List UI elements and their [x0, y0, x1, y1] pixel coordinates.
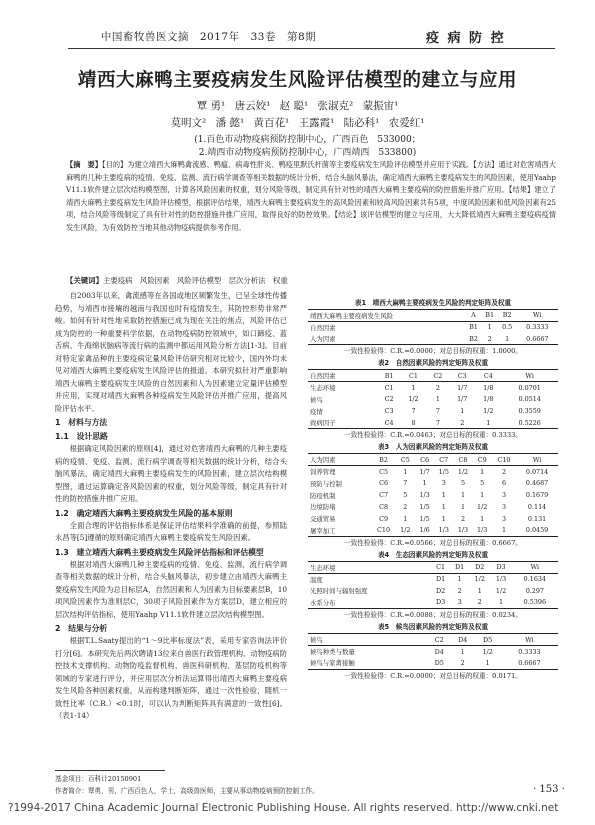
- table-header-cell: B1: [384, 371, 394, 380]
- table-cell: 2: [460, 658, 465, 667]
- table-cell: 边境防堵: [310, 503, 336, 512]
- table-cell: C7: [379, 491, 389, 500]
- table-row: [308, 393, 558, 405]
- table-row: [308, 466, 558, 478]
- table-cell: 0.297: [525, 586, 544, 595]
- table-cell: 水系分布: [310, 598, 336, 607]
- table-cell: 2: [487, 334, 492, 343]
- consistency-check: 一致性检验得：C.R.=0.0000；对总目标的权重：1.0000。: [344, 347, 522, 356]
- weight-matrix-table: [308, 453, 558, 537]
- table-cell: 3: [501, 502, 507, 511]
- consistency-check: 一致性检验得：C.R.=0.0566；对总目标的权重：0.6667。: [344, 538, 522, 547]
- table-cell: 候鸟: [310, 395, 323, 404]
- table-cell: 0.0714: [525, 467, 549, 476]
- table-cell: 屠宰加工: [310, 526, 336, 535]
- table-caption: 表4 生态因素风险的判定矩阵及权重: [377, 550, 489, 559]
- table-cell: 1/2: [457, 467, 469, 476]
- table-header-row: [308, 634, 558, 646]
- table-cell: 1/7: [457, 383, 468, 392]
- author: 莫明文²: [170, 117, 207, 129]
- table-cell: 2: [501, 467, 507, 476]
- keywords-text: 主要疫病 风险因素 风险评估模型 层次分析法 权重: [102, 276, 288, 285]
- table-header-cell: Wi: [532, 455, 542, 464]
- subsection-heading: 1.3 建立靖西大麻鸭主要疫病发生风险评估指标和评估模型: [55, 547, 264, 557]
- table-cell: C5: [379, 467, 389, 476]
- author: 潘 懿¹: [215, 117, 245, 129]
- table-cell: 1: [441, 491, 446, 500]
- author: 唐云姣¹: [234, 100, 271, 112]
- subsection-heading: 1.1 设计思路: [55, 432, 108, 441]
- table-cell: 1: [487, 323, 492, 332]
- table-header-cell: 人为因素: [310, 456, 336, 465]
- table-cell: 1/2: [408, 395, 419, 404]
- table-cell: 0.131: [527, 514, 547, 523]
- abstract: [66, 159, 556, 235]
- table-header-cell: C1: [436, 563, 446, 572]
- table-cell: 0.0459: [525, 526, 549, 535]
- table-row: [308, 645, 558, 657]
- table-row: [308, 321, 558, 333]
- table-cell: 人为因素: [310, 335, 336, 344]
- table-cell: 1: [480, 514, 485, 523]
- table-header-cell: C7: [439, 455, 449, 464]
- table-header-cell: B2: [379, 455, 388, 464]
- table-cell: 5: [403, 491, 408, 500]
- table-cell: D4: [434, 647, 444, 656]
- table-cell: C4: [384, 418, 394, 427]
- table-caption: 表1 靖西大麻鸭主要疫病发生风险的判定矩阵及权重: [354, 299, 512, 307]
- author: 农爱红¹: [388, 117, 425, 129]
- table-cell: 1: [485, 658, 490, 667]
- page-number: · 153 ·: [533, 784, 565, 795]
- table-cell: 自然因素: [310, 323, 336, 332]
- table-cell: 1/2: [400, 526, 411, 535]
- table-cell: 1: [505, 334, 510, 343]
- table-cell: D3: [435, 598, 446, 607]
- table-cell: 交通贸易: [310, 515, 336, 524]
- table-cell: 候鸟与家禽接触: [310, 659, 355, 668]
- consistency-check: 一致性检验得：C.R.=0.0000；对总目标的权重：0.0171。: [344, 671, 522, 680]
- author: 覃 勇¹: [196, 100, 226, 112]
- table-header-cell: B2: [502, 311, 512, 320]
- table-header-cell: Wi: [525, 635, 534, 644]
- table-header-cell: Wi: [530, 563, 540, 572]
- table-header-cell: C3: [457, 371, 467, 380]
- table-header-cell: C4: [483, 371, 493, 380]
- table-cell: 2: [457, 586, 462, 595]
- table-cell: 2: [477, 598, 482, 607]
- header-rule: [68, 48, 555, 49]
- tables-column: [308, 298, 558, 683]
- table-cell: 3: [501, 514, 507, 523]
- table-cell: C8: [379, 502, 389, 511]
- table-cell: 3: [441, 479, 446, 488]
- table-cell: 1/3: [477, 526, 488, 535]
- table-cell: 0.3333: [526, 323, 549, 332]
- consistency-check: 一致性检验得：C.R.=0.0088；对总目标的权重：0.0234。: [344, 611, 522, 620]
- table-header-cell: C8: [458, 455, 468, 464]
- table-header-cell: 自然因素: [310, 372, 336, 381]
- copyright-notice: ?1994-2017 China Academic Journal Electronic Publishing House. All rights reserved. http://www.cnki.net: [8, 802, 559, 814]
- table-header-cell: 候鸟: [310, 636, 323, 645]
- keywords: [66, 275, 556, 286]
- paragraph: 根据T.L.Saaty提出的“1～9比率标度法”表，采用专家咨询法评价打分[6]。本研究先后两次聘请13位来自兽医行政管理机构、动物疫病防控技术支撑机构、动物防疫监督机构、兽医科研机构、基层防疫机构等领域的专家进行评分，并应用层次分析法运算得出靖西大麻鸭主要疫病发生风险各种因素权重，从而构建判断矩阵，通过一次性检验，随机一致性比率（C.R.）<0.1时，可以认为判断矩阵具有满意的一致性[6]。（表1-14）: [55, 636, 287, 720]
- author: 赵 聪¹: [279, 100, 309, 112]
- table-cell: 1/5: [419, 502, 430, 511]
- intro-paragraph: 自2003年以来，禽流感等在各国或地区频繁发生，已呈全球性传播趋势，与靖西市接壤的越南与我国也时有疫情发生，其防控形势非常严峻。如何有针对性地采取防控措施已成为现在关注的焦点，风险评估已成为防控的一种重要科学依据，在动物疫病防控领域中，如口蹄疫、蓝舌病、牛海绵状脑病等流行病的监测中都运用风险分析方法[1-3]。目前对特定家禽品种的主要疫病定量风险评估研究相对比较少，国内外均未见对靖西大麻鸭主要疫病发生风险评估的报道。本研究拟针对严重影响靖西大麻鸭主要疫病发生风险的自然因素和人为因素建立定量评估模型并应用，实现对靖西大麻鸭各种疫病发生风险评估并推广应用，提高风险评估水平。: [55, 291, 287, 413]
- table-cell: 0.1679: [525, 491, 549, 500]
- paragraph: 根据对靖西大麻鸭几种主要疫病的疫情、免疫、监测、流行病学调查等相关数据的统计分析，结合头脑风暴法，初步建立由靖西大麻鸭主要疫病发生风险为总目标层A，自然因素和人为因素为目标要素层B，10项风险因素作为准则层C，30项子风险因素作为方案层D，建立相应的层次结构评估指标，使用Yaahp V11.1软件建立层次结构模型图。: [55, 559, 287, 619]
- table-header-cell: C2: [433, 371, 443, 380]
- authors-line-1: [120, 98, 475, 114]
- paragraph: 根据确定风险因素的原则[4]，通过对危害靖西大麻鸭的几种主要疫病的疫情、免疫、监测、流行病学调查等相关数据的统计分析，结合头脑风暴法，确定靖西大麻鸭主要疫病发生的风险因素，建立层次结构模型图，通过运算确定各风险因素的权重，划分风险等级，制定具有针对性的防控措施并推广应用。: [55, 444, 287, 503]
- table-row: [308, 513, 558, 525]
- table-cell: 1: [441, 502, 446, 511]
- table-header-cell: C9: [477, 455, 487, 464]
- table-cell: 0.6667: [518, 658, 541, 667]
- table-row: [308, 417, 558, 429]
- table-cell: 1/3: [457, 526, 469, 535]
- table-cell: 1/3: [419, 491, 430, 500]
- table-cell: 1/8: [483, 395, 494, 404]
- table-cell: 7: [411, 407, 416, 416]
- table-row: [308, 525, 558, 537]
- table-cell: 1: [411, 383, 416, 392]
- table-cell: 候鸟种类与数量: [310, 648, 355, 657]
- table-row: [308, 657, 558, 669]
- section-heading: 2 结果与分析: [55, 624, 108, 633]
- table-cell: C9: [379, 514, 389, 523]
- table-cell: B1: [469, 323, 478, 332]
- table-cell: 2: [460, 418, 465, 427]
- table-header-row: [308, 454, 558, 466]
- table-header-cell: D5: [483, 635, 493, 644]
- table-cell: 7: [435, 407, 440, 416]
- table-caption: 表5 候鸟因素风险的判定矩阵及权重: [377, 623, 489, 632]
- abstract-label: 【摘 要】: [66, 160, 103, 169]
- table-header-cell: D4: [458, 635, 468, 644]
- table-cell: 饲养管理: [310, 468, 336, 477]
- table-cell: 2: [403, 502, 408, 511]
- table-cell: 1: [403, 467, 408, 476]
- section-heading: 1 材料与方法: [55, 418, 108, 427]
- table-cell: 0.114: [527, 502, 547, 511]
- table-row: [308, 585, 558, 597]
- author: 张淑克²: [317, 100, 354, 112]
- table-cell: 1: [457, 575, 462, 584]
- table-row: [308, 477, 558, 489]
- table-cell: 1: [403, 514, 408, 523]
- weight-matrix-table: [308, 309, 558, 345]
- table-header-cell: C2: [434, 635, 444, 644]
- weight-matrix-table: [308, 369, 558, 429]
- table-header-cell: D2: [475, 563, 485, 572]
- author: 王露霞¹: [298, 117, 335, 129]
- table-header-cell: C6: [420, 455, 430, 464]
- table-header-cell: 靖西大麻鸭主要疫病发生风险: [310, 311, 394, 320]
- table-cell: 1: [460, 502, 466, 511]
- footnote-rule: [55, 770, 165, 771]
- table-cell: 5: [460, 479, 466, 488]
- table-cell: 0.3333: [518, 647, 541, 656]
- table-cell: 1/3: [438, 526, 449, 535]
- table-header-cell: C1: [409, 371, 418, 380]
- column-label: 疫 病 防 控: [426, 31, 506, 46]
- table-cell: C2: [384, 395, 394, 404]
- table-cell: 0.0514: [518, 395, 541, 404]
- table-row: [308, 405, 558, 417]
- weight-matrix-table: [308, 561, 558, 609]
- table-cell: 1: [477, 586, 482, 595]
- table-cell: 2: [435, 383, 440, 392]
- table-cell: 0.5396: [523, 598, 547, 607]
- table-header-cell: C5: [400, 455, 410, 464]
- table-cell: 8: [411, 418, 416, 427]
- table-cell: 1/2: [483, 407, 494, 416]
- table-cell: 0.0701: [518, 383, 541, 392]
- table-row: [308, 333, 558, 345]
- author: 蒙振宙¹: [362, 100, 399, 112]
- table-cell: 1/7: [457, 395, 468, 404]
- table-row: [308, 573, 558, 585]
- table-header-row: [308, 310, 558, 322]
- table-cell: 0.4687: [525, 479, 549, 488]
- table-cell: 1: [480, 491, 485, 500]
- table-cell: 6: [501, 479, 507, 488]
- table-cell: 3: [501, 491, 507, 500]
- body-left-column: [55, 290, 287, 723]
- author: 黄百花¹: [253, 117, 290, 129]
- affiliation-1: (1.百色市动物疫病预防控制中心，广西百色 533000；: [194, 135, 421, 145]
- subsection-heading: 1.2 确定靖西大麻鸭主要疫病发生风险的基本原则: [55, 508, 233, 518]
- weight-matrix-table: [308, 633, 558, 669]
- paragraph: 全面合理的评估指标体系是保证评估结果科学准确的前提，参照陆永昌等[5]遵循的原则确定靖西大麻鸭主要疫病发生风险因素。: [55, 520, 287, 542]
- table-cell: D2: [435, 586, 446, 595]
- table-cell: 预防与控制: [310, 479, 342, 488]
- table-cell: 防疫机制: [310, 491, 336, 500]
- table-header-cell: Wi: [525, 371, 534, 380]
- table-header-cell: B1: [485, 311, 495, 320]
- table-cell: 1: [501, 526, 507, 535]
- author: 陆必科¹: [343, 117, 380, 129]
- table-cell: 1/5: [438, 467, 449, 476]
- table-row: [308, 501, 558, 513]
- table-cell: 1/2: [495, 586, 507, 595]
- table-header-cell: D3: [496, 563, 506, 572]
- table-cell: 1: [460, 407, 465, 416]
- table-cell: 1/2: [474, 575, 485, 584]
- table-cell: 生态环境: [310, 384, 336, 393]
- paper-title: 靖西大麻鸭主要疫病发生风险评估模型的建立与应用: [77, 70, 518, 91]
- table-cell: 光照时间与辐射强度: [310, 587, 368, 596]
- table-header-cell: 生态环境: [310, 563, 336, 572]
- table-row: [308, 489, 558, 501]
- table-cell: 1: [435, 395, 440, 404]
- table-cell: D1: [435, 575, 446, 584]
- table-cell: 致病因子: [310, 419, 336, 428]
- authors-line-2: [90, 115, 505, 131]
- table-cell: 0.3559: [518, 407, 541, 416]
- table-cell: 1: [499, 598, 504, 607]
- table-cell: 1/8: [483, 383, 494, 392]
- table-cell: 1/2: [482, 647, 493, 656]
- table-caption: 表3 人为因素风险的判定矩阵及权重: [377, 443, 489, 452]
- table-cell: 3: [457, 598, 462, 607]
- table-cell: 1: [460, 647, 465, 656]
- journal-header: 中国畜牧兽医文摘 2017年 33卷 第8期: [100, 31, 317, 43]
- footnote-funding: 基金项目：百科计20150901: [55, 775, 142, 783]
- table-cell: C6: [379, 479, 389, 488]
- table-header-row: [308, 561, 558, 573]
- table-cell: 0.5226: [518, 418, 541, 427]
- abstract-text: 【目的】为建立靖西大麻鸭禽流感、鸭瘟、病毒性肝炎、鸭疫里默氏杆菌等主要疫病发生风险评估模型并应用于实践。【方法】通过对危害靖西大麻鸭的几种主要疫病的疫情、免疫、监测、流行病学调查等相关数据的统计分析，结合头脑风暴法，确定靖西大麻鸭主要疫病发生的风险因素，使用Yaahp V11.1软件建立层次结构模型图，计算各风险因素的权重，划分风险等级，制定具有针对性的靖西大麻鸭主要疫病的防控措施并推广应用。【结果】建立了靖西大麻鸭主要疫病发生风险评估模型，根据评估结果，靖西大麻鸭主要疫病发生的高风险因素和较高风险因素共有5项，中度风险因素和低风险因素有25项，结合风险等级制定了具有针对性的防控措施并推广应用，取得良好的防控效果。【结论】该评估模型的建立与应用，大大降低靖西大麻鸭主要疫病疫情发生风险，为有效防控当地其他动物疫病提供参考作用。: [66, 160, 556, 232]
- table-cell: B2: [469, 334, 478, 343]
- table-cell: 2: [460, 514, 466, 523]
- table-cell: 1/3: [495, 575, 507, 584]
- table-cell: 1: [441, 514, 446, 523]
- affiliation-2: 2.靖西市动物疫病预防控制中心，广西靖西 533800): [198, 148, 417, 158]
- footnote-author: 作者简介：覃勇，男，广西百色人，学士，高级兽医师，主要从事动物疫病预防控制工作。: [55, 787, 319, 795]
- table-cell: 温度: [310, 575, 323, 584]
- table-row: [308, 382, 558, 394]
- table-cell: 1: [486, 418, 491, 427]
- table-cell: 7: [403, 479, 408, 488]
- table-header-cell: A: [471, 311, 476, 320]
- table-cell: C3: [384, 407, 394, 416]
- table-cell: 0.1634: [523, 575, 547, 584]
- table-header-row: [308, 370, 558, 382]
- table-row: [308, 597, 558, 609]
- table-cell: 1/7: [419, 467, 430, 476]
- table-cell: 0.5: [502, 323, 513, 332]
- consistency-check: 一致性检验得：C.R.=0.0463；对总目标的权重：0.3333。: [344, 431, 522, 440]
- table-cell: 疫情: [310, 407, 323, 416]
- table-caption: 表2 自然因素风险的判定矩阵及权重: [377, 359, 489, 368]
- table-cell: 0.6667: [526, 334, 549, 343]
- table-cell: C10: [377, 526, 391, 535]
- table-cell: 1: [460, 491, 466, 500]
- table-cell: 1: [422, 479, 427, 488]
- keywords-label: 【关键词】: [66, 276, 103, 285]
- table-cell: 1: [480, 467, 485, 476]
- table-cell: C1: [384, 383, 394, 392]
- table-header-cell: C10: [497, 455, 511, 464]
- table-header-cell: Wi: [533, 311, 542, 320]
- table-cell: D5: [434, 658, 444, 667]
- table-cell: 1/5: [419, 514, 430, 523]
- table-header-cell: D1: [455, 563, 465, 572]
- table-cell: 1/2: [477, 502, 488, 511]
- table-cell: 7: [435, 418, 440, 427]
- table-cell: 1/6: [419, 526, 430, 535]
- table-cell: 5: [480, 479, 485, 488]
